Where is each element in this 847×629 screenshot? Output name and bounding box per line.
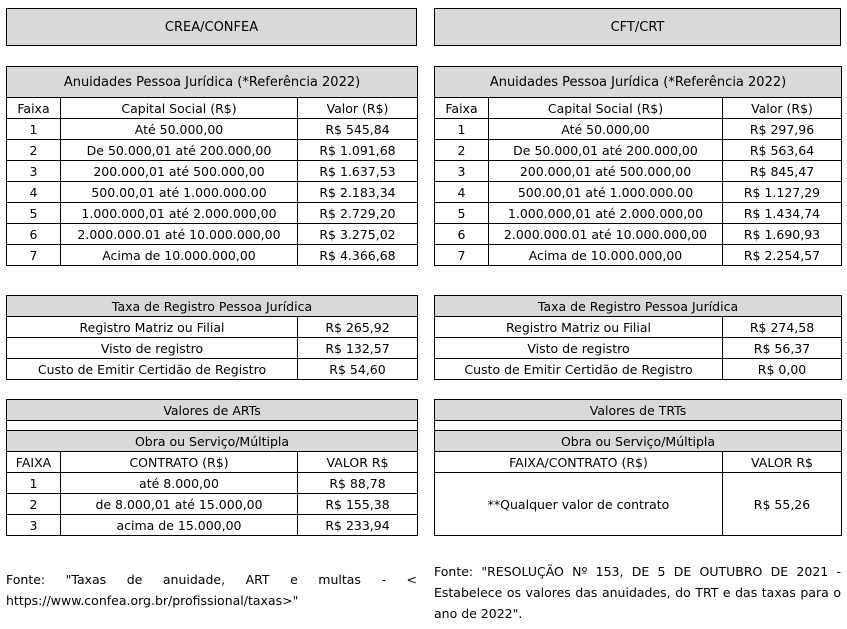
column-header: VALOR R$: [298, 452, 418, 473]
table-row: [435, 119, 842, 140]
valor-cell: R$ 1.127,29: [723, 182, 842, 203]
faixa-cell: 3: [435, 161, 489, 182]
table-row: [7, 515, 418, 536]
faixa-cell: 1: [7, 473, 61, 494]
capital-cell: 2.000.000.01 até 10.000.000,00: [61, 224, 298, 245]
valor-cell: R$ 233,94: [298, 515, 418, 536]
table-row: [435, 203, 842, 224]
table-row: [435, 140, 842, 161]
table-row: [7, 245, 418, 266]
faixa-cell: 6: [435, 224, 489, 245]
contrato-cell: até 8.000,00: [61, 473, 298, 494]
column-header: Capital Social (R$): [489, 98, 723, 119]
faixa-cell: 7: [435, 245, 489, 266]
capital-cell: Acima de 10.000.000,00: [489, 245, 723, 266]
capital-cell: 200.000,01 até 500.000,00: [61, 161, 298, 182]
table-title: Valores de ARTs: [7, 400, 418, 421]
table-row: [7, 119, 418, 140]
cft-source-note: Fonte: "RESOLUÇÃO Nº 153, DE 5 DE OUTUBRO DE 2021 - Estabelece os valores das anuidades, do TRT e das taxas para o ano de 2022".: [434, 564, 841, 621]
column-header: Valor (R$): [298, 98, 418, 119]
cft-trt-table: [434, 399, 842, 536]
taxa-label: Registro Matriz ou Filial: [7, 317, 298, 338]
valor-cell: R$ 297,96: [723, 119, 842, 140]
faixa-cell: 5: [435, 203, 489, 224]
contrato-cell: acima de 15.000,00: [61, 515, 298, 536]
valor-cell: R$ 3.275,02: [298, 224, 418, 245]
table-row: [7, 161, 418, 182]
taxa-value: R$ 0,00: [723, 359, 842, 380]
valor-cell: R$ 2.183,34: [298, 182, 418, 203]
faixa-cell: 2: [7, 140, 61, 161]
table-title: Taxa de Registro Pessoa Jurídica: [435, 296, 842, 317]
capital-cell: De 50.000,01 até 200.000,00: [61, 140, 298, 161]
crea-source-note: Fonte: "Taxas de anuidade, ART e multas - < https://www.confea.org.br/profissional/taxas>": [6, 572, 417, 608]
taxa-label: Visto de registro: [7, 338, 298, 359]
valor-cell: R$ 1.434,74: [723, 203, 842, 224]
table-row: [435, 359, 842, 380]
crea-art-table: [6, 399, 418, 536]
table-title: Valores de TRTs: [435, 400, 842, 421]
faixa-cell: 1: [435, 119, 489, 140]
taxa-value: R$ 265,92: [298, 317, 418, 338]
table-row: [435, 182, 842, 203]
table-row: [7, 317, 418, 338]
table-subtitle: Obra ou Serviço/Múltipla: [7, 431, 418, 452]
valor-cell: R$ 563,64: [723, 140, 842, 161]
table-row: [7, 494, 418, 515]
crea-confea-title: CREA/CONFEA: [6, 8, 417, 46]
valor-cell: R$ 845,47: [723, 161, 842, 182]
valor-cell: R$ 2.729,20: [298, 203, 418, 224]
valor-cell: R$ 2.254,57: [723, 245, 842, 266]
taxa-value: R$ 274,58: [723, 317, 842, 338]
column-header: CONTRATO (R$): [61, 452, 298, 473]
column-header: Valor (R$): [723, 98, 842, 119]
capital-cell: 1.000.000,01 até 2.000.000,00: [489, 203, 723, 224]
valor-cell: R$ 1.091,68: [298, 140, 418, 161]
taxa-value: R$ 54,60: [298, 359, 418, 380]
taxa-label: Custo de Emitir Certidão de Registro: [435, 359, 723, 380]
table-row: [435, 245, 842, 266]
valor-cell: R$ 1.690,93: [723, 224, 842, 245]
taxa-label: Custo de Emitir Certidão de Registro: [7, 359, 298, 380]
table-row: [435, 317, 842, 338]
valor-cell: R$ 88,78: [298, 473, 418, 494]
contrato-cell: **Qualquer valor de contrato: [435, 473, 723, 536]
cft-taxa-registro-table: [434, 295, 842, 380]
taxa-label: Registro Matriz ou Filial: [435, 317, 723, 338]
faixa-cell: 4: [7, 182, 61, 203]
faixa-cell: 5: [7, 203, 61, 224]
capital-cell: Até 50.000,00: [489, 119, 723, 140]
cft-crt-title: CFT/CRT: [434, 8, 841, 46]
faixa-cell: 2: [7, 494, 61, 515]
capital-cell: Acima de 10.000.000,00: [61, 245, 298, 266]
capital-cell: 2.000.000.01 até 10.000.000,00: [489, 224, 723, 245]
table-row: [7, 182, 418, 203]
contrato-cell: de 8.000,01 até 15.000,00: [61, 494, 298, 515]
table-row: [7, 359, 418, 380]
table-row: [7, 203, 418, 224]
table-title: Anuidades Pessoa Jurídica (*Referência 2022): [7, 67, 418, 98]
faixa-cell: 1: [7, 119, 61, 140]
valor-cell: R$ 545,84: [298, 119, 418, 140]
capital-cell: De 50.000,01 até 200.000,00: [489, 140, 723, 161]
faixa-cell: 3: [7, 515, 61, 536]
faixa-cell: 2: [435, 140, 489, 161]
crea-anuidades-table: [6, 66, 418, 266]
taxa-value: R$ 56,37: [723, 338, 842, 359]
table-row: [435, 224, 842, 245]
table-row: [435, 473, 842, 536]
faixa-cell: 6: [7, 224, 61, 245]
column-header: Faixa: [7, 98, 61, 119]
valor-cell: R$ 4.366,68: [298, 245, 418, 266]
taxa-value: R$ 132,57: [298, 338, 418, 359]
blank-row: [7, 421, 418, 431]
table-row: [7, 338, 418, 359]
crea-taxa-registro-table: [6, 295, 418, 380]
table-title: Taxa de Registro Pessoa Jurídica: [7, 296, 418, 317]
capital-cell: 1.000.000,01 até 2.000.000,00: [61, 203, 298, 224]
capital-cell: 500.00,01 até 1.000.000.00: [61, 182, 298, 203]
capital-cell: 500.00,01 até 1.000.000.00: [489, 182, 723, 203]
column-header: FAIXA: [7, 452, 61, 473]
valor-cell: R$ 1.637,53: [298, 161, 418, 182]
cft-anuidades-table: [434, 66, 842, 266]
table-row: [7, 473, 418, 494]
table-row: [435, 338, 842, 359]
table-title: Anuidades Pessoa Jurídica (*Referência 2022): [435, 67, 842, 98]
valor-cell: R$ 55,26: [723, 473, 842, 536]
capital-cell: Até 50.000,00: [61, 119, 298, 140]
column-header: Faixa: [435, 98, 489, 119]
faixa-cell: 7: [7, 245, 61, 266]
faixa-cell: 4: [435, 182, 489, 203]
taxa-label: Visto de registro: [435, 338, 723, 359]
blank-row: [435, 421, 842, 431]
valor-cell: R$ 155,38: [298, 494, 418, 515]
table-row: [7, 140, 418, 161]
table-row: [7, 224, 418, 245]
column-header: VALOR R$: [723, 452, 842, 473]
faixa-cell: 3: [7, 161, 61, 182]
capital-cell: 200.000,01 até 500.000,00: [489, 161, 723, 182]
table-row: [435, 161, 842, 182]
column-header: Capital Social (R$): [61, 98, 298, 119]
column-header: FAIXA/CONTRATO (R$): [435, 452, 723, 473]
table-subtitle: Obra ou Serviço/Múltipla: [435, 431, 842, 452]
